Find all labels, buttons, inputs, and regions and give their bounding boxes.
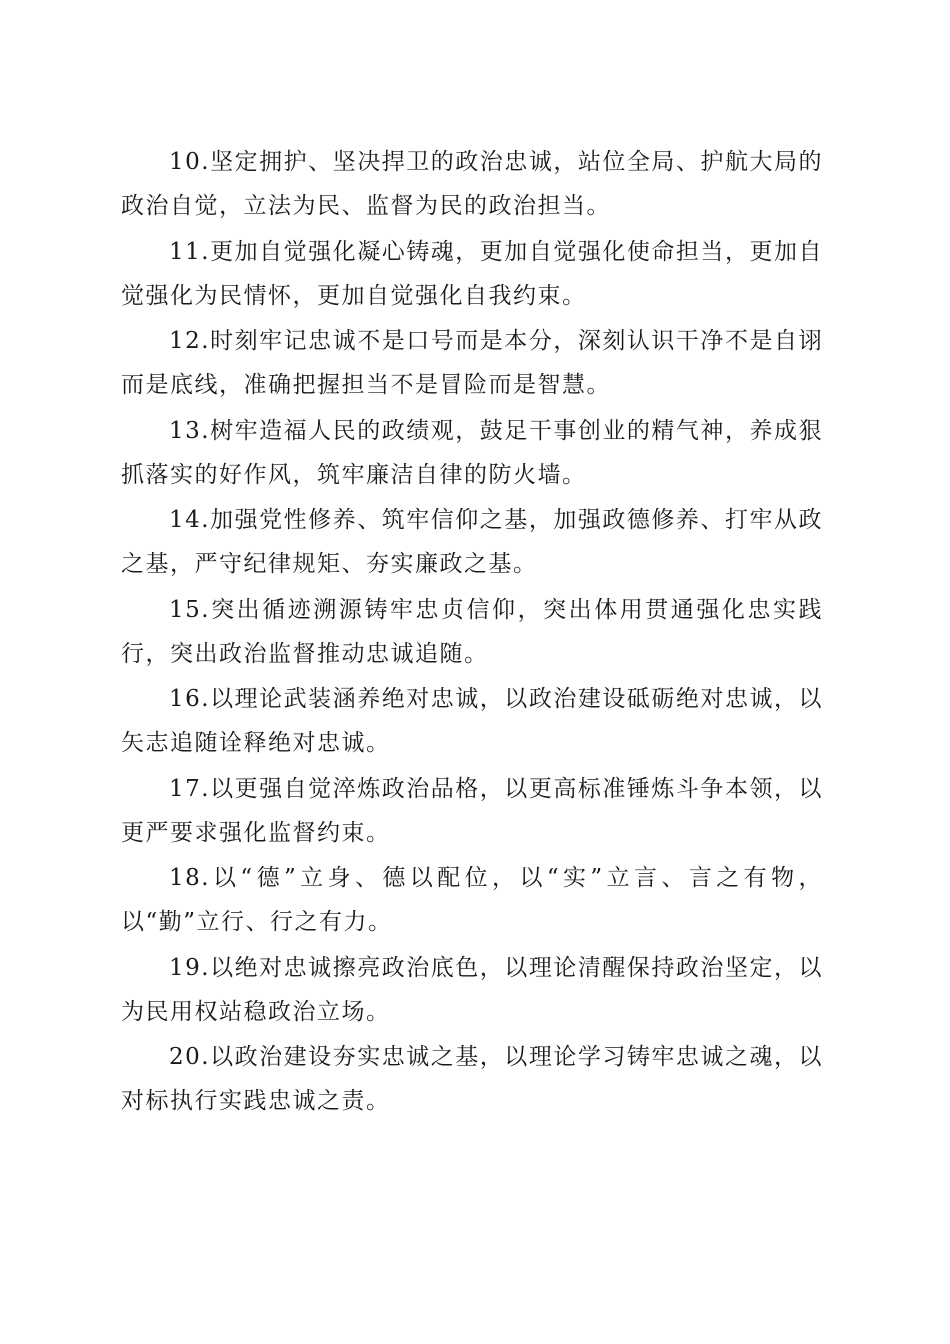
paragraph-item-16: 16.以理论武装涵养绝对忠诚，以政治建设砥砺绝对忠诚，以矢志追随诠释绝对忠诚。 <box>121 686 823 756</box>
paragraph-item-12: 12.时刻牢记忠诚不是口号而是本分，深刻认识干净不是自诩而是底线，准确把握担当不是冒险而是智慧。 <box>121 328 823 398</box>
paragraph-item-10: 10.坚定拥护、坚决捍卫的政治忠诚，站位全局、护航大局的政治自觉，立法为民、监督为民的政治担当。 <box>121 149 823 219</box>
paragraph-item-20: 20.以政治建设夯实忠诚之基，以理论学习铸牢忠诚之魂，以对标执行实践忠诚之责。 <box>121 1044 823 1114</box>
paragraph-item-11: 11.更加自觉强化凝心铸魂，更加自觉强化使命担当，更加自觉强化为民情怀，更加自觉强化自我约束。 <box>121 239 823 309</box>
paragraph-item-15: 15.突出循迹溯源铸牢忠贞信仰，突出体用贯通强化忠实践行，突出政治监督推动忠诚追随。 <box>121 597 823 667</box>
paragraph-item-13: 13.树牢造福人民的政绩观，鼓足干事创业的精气神，养成狠抓落实的好作风，筑牢廉洁自律的防火墙。 <box>121 418 823 488</box>
document-page <box>121 0 823 1344</box>
paragraph-item-14: 14.加强党性修养、筑牢信仰之基，加强政德修养、打牢从政之基，严守纪律规矩、夯实廉政之基。 <box>121 507 823 577</box>
paragraph-item-18: 18.以“德”立身、德以配位，以“实”立言、言之有物，以“勤”立行、行之有力。 <box>121 865 823 935</box>
paragraph-item-19: 19.以绝对忠诚擦亮政治底色，以理论清醒保持政治坚定，以为民用权站稳政治立场。 <box>121 955 823 1025</box>
paragraph-item-17: 17.以更强自觉淬炼政治品格，以更高标准锤炼斗争本领，以更严要求强化监督约束。 <box>121 776 823 846</box>
